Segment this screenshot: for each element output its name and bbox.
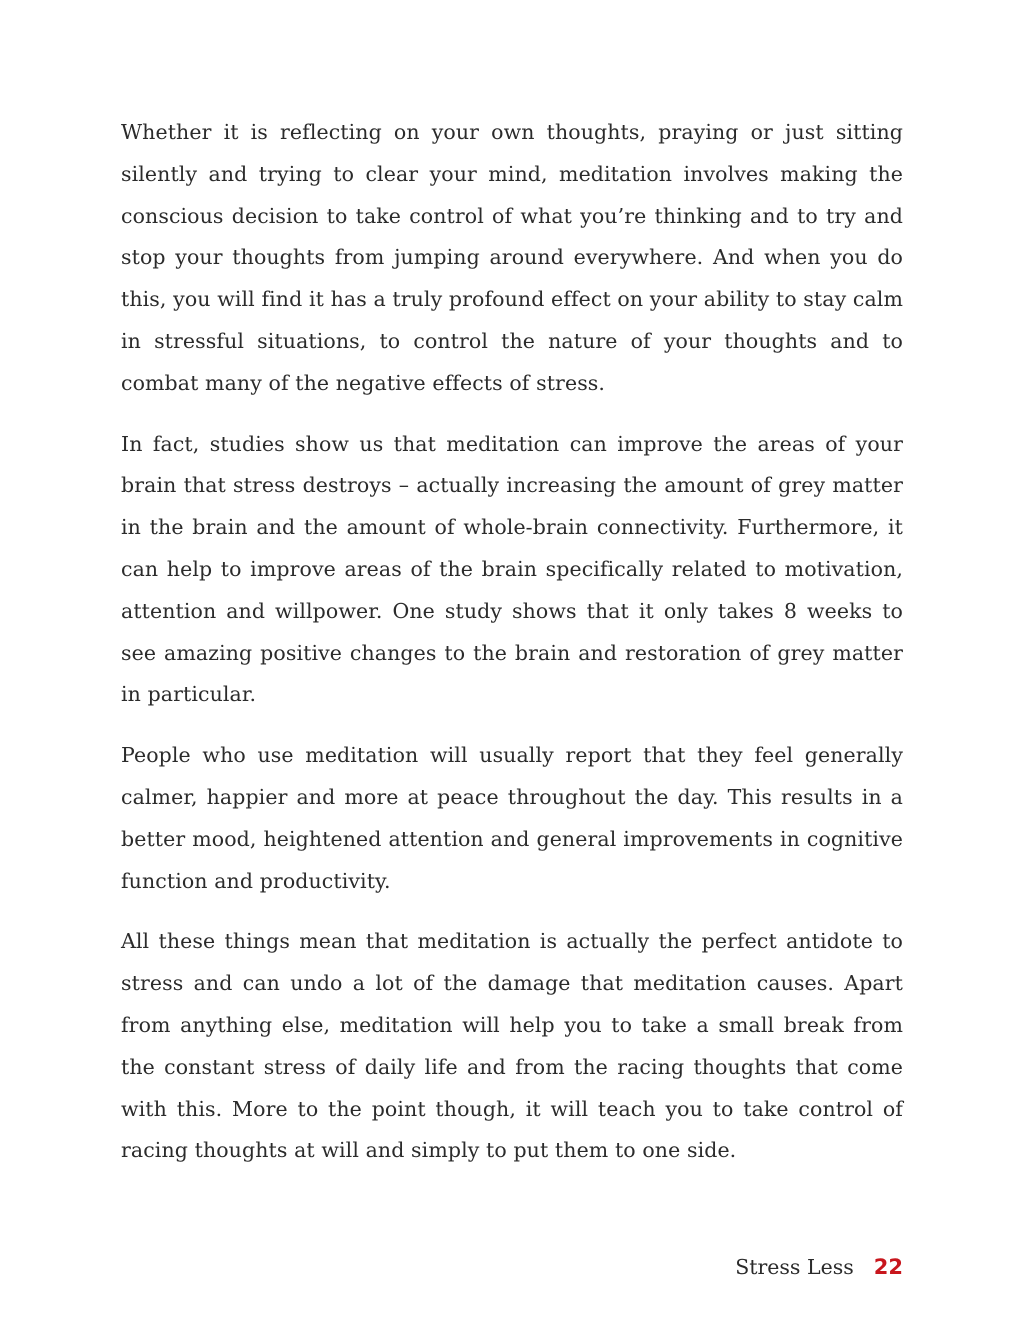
- paragraph-4: All these things mean that meditation is actually the perfect antidote to stress and can undo a lot of the damage that meditation causes. Apart from anything else, meditation will help you to take a small break from the constant stress of daily life and from the racing thoughts that come with this. More to the point though, it will teach you to take control of racing thoughts at will and simply to put them to one side.: [121, 929, 903, 1163]
- paragraph-1: Whether it is reflecting on your own thoughts, praying or just sitting silently and trying to clear your mind, meditation involves making the conscious decision to take control of what you’re thinking and to try and stop your thoughts from jumping around everywhere. And when you do this, you will find it has a truly profound effect on your ability to stay calm in stressful situations, to control the nature of your thoughts and to combat many of the negative effects of stress.: [121, 120, 903, 395]
- page-number: 22: [873, 1255, 903, 1279]
- page-body: [121, 112, 903, 1191]
- paragraph-3: People who use meditation will usually report that they feel generally calmer, happier and more at peace throughout the day. This results in a better mood, heightened attention and general improvements in cognitive function and productivity.: [121, 743, 903, 893]
- footer-book-title: Stress Less: [735, 1255, 854, 1279]
- page-footer: [735, 1255, 903, 1279]
- paragraph-2: In fact, studies show us that meditation can improve the areas of your brain that stress destroys – actually increasing the amount of grey matter in the brain and the amount of whole-brain connectivity. Furthermore, it can help to improve areas of the brain specifically related to motivation, attention and willpower. One study shows that it only takes 8 weeks to see amazing positive changes to the brain and restoration of grey matter in particular.: [121, 431, 903, 707]
